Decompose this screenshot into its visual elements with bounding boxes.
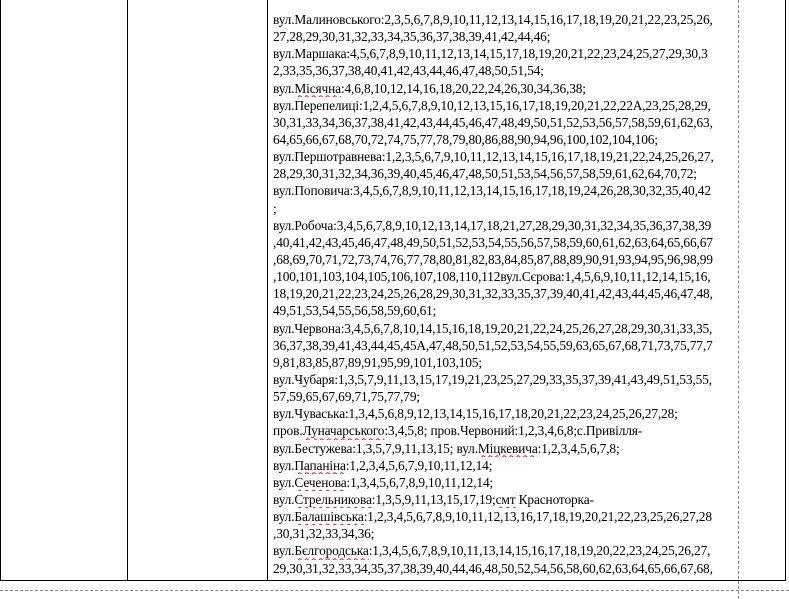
address-list-cell[interactable] bbox=[273, 11, 785, 577]
text-line: 57,59,65,67,69,71,75,77,79; bbox=[273, 389, 420, 405]
text-line: вул.Першотравнева:1,2,3,5,6,7,9,10,11,12,13,14,15,16,17,18,19,21,22,24,25,26,27, bbox=[273, 149, 714, 165]
text-line: вул.Поповича:3,4,5,6,7,8,9,10,11,12,13,14,15,16,17,18,19,24,26,28,30,32,35,40,42 bbox=[273, 183, 711, 199]
text-line: 36,37,38,39,41,43,44,45,45А,47,48,50,51,52,53,54,55,59,63,65,67,68,71,73,75,77,7 bbox=[273, 337, 713, 353]
text-line: вул.Бєлгородська:1,3,4,5,6,7,8,9,10,11,13,14,15,16,17,18,19,20,22,23,24,25,26,27, bbox=[273, 543, 711, 559]
text-line: вул.Папаніна:1,2,3,4,5,6,7,9,10,11,12,14; bbox=[273, 457, 493, 473]
table-bottom-border bbox=[0, 580, 786, 581]
text-line: вул.Сеченова:1,3,4,5,6,7,8,9,10,11,12,14; bbox=[273, 474, 494, 490]
text-line: ,40,41,42,43,45,46,47,48,49,50,51,52,53,54,55,56,57,58,59,60,61,62,63,64,65,66,67 bbox=[273, 234, 713, 250]
table-right-border bbox=[785, 0, 786, 581]
text-line: 18,19,20,21,22,23,24,25,26,28,29,30,31,32,33,35,37,39,40,41,42,43,44,45,46,47,48, bbox=[273, 286, 713, 302]
table-column-divider-1 bbox=[127, 0, 128, 581]
text-line: 2,33,35,36,37,38,40,41,42,43,44,46,47,48,50,51,54; bbox=[273, 63, 544, 79]
text-line: вул.Чубаря:1,3,5,7,9,11,13,15,17,19,21,23,25,27,29,33,35,37,39,41,43,49,51,53,55, bbox=[273, 371, 712, 387]
text-line: вул.Бестужева:1,3,5,7,9,11,13,15; вул.Міцкевича:1,2,3,4,5,6,7,8; bbox=[273, 440, 620, 456]
text-line: вул.Перепелиці:1,2,4,5,6,7,8,9,10,12,13,15,16,17,18,19,20,21,22,22А,23,25,28,29, bbox=[273, 97, 711, 113]
table-left-border bbox=[0, 0, 1, 581]
text-line: ,30,31,32,33,34,36; bbox=[273, 526, 375, 542]
text-line: ,100,101,103,104,105,106,107,108,110,112вул.Сєрова:1,4,5,6,9,10,11,12,14,15,16, bbox=[273, 269, 711, 285]
text-line: 28,29,30,31,32,34,36,39,40,45,46,47,48,50,51,53,54,56,57,58,59,61,62,64,70,72; bbox=[273, 166, 697, 182]
text-line: вул.Стрельникова:1,3,5,9,11,13,15,17,19;смт Красноторка- bbox=[273, 491, 594, 507]
text-line: 64,65,66,67,68,70,72,74,75,77,78,79,80,86,88,90,94,96,100,102,104,106; bbox=[273, 131, 658, 147]
text-line: вул.Балашівська:1,2,3,4,5,6,7,8,9,10,11,12,13,16,17,18,19,20,21,22,23,25,26,27,28 bbox=[273, 509, 712, 525]
text-line: вул.Червона:3,4,5,6,7,8,10,14,15,16,18,19,20,21,22,24,25,26,27,28,29,30,31,33,35, bbox=[273, 320, 713, 336]
text-line: вул.Чуваська:1,3,4,5,6,8,9,12,13,14,15,16,17,18,20,21,22,23,24,25,26,27,28; bbox=[273, 406, 678, 422]
text-line: 49,51,53,54,55,56,58,59,60,61; bbox=[273, 303, 437, 319]
text-line: ,68,69,70,71,72,73,74,76,77,78,80,81,82,83,84,85,87,88,89,90,91,93,94,95,96,98,99 bbox=[273, 251, 713, 267]
text-line: пров.Луначарського:3,4,5,8; пров.Червоний:1,2,3,4,6,8;с.Привілля- bbox=[273, 423, 643, 439]
text-line: 27,28,29,30,31,32,33,34,35,36,37,38,39,41,42,44,46; bbox=[273, 29, 551, 45]
text-line: 9,81,83,85,87,89,91,95,99,101,103,105; bbox=[273, 354, 482, 370]
text-line: вул.Місячна:4,6,8,10,12,14,16,18,20,22,24,26,30,34,36,38; bbox=[273, 80, 586, 96]
text-line: вул.Маршака:4,5,6,7,8,9,10,11,12,13,14,15,17,18,19,20,21,22,23,24,25,27,29,30,3 bbox=[273, 46, 708, 62]
text-line: 29,30,31,32,33,34,35,37,38,39,40,44,46,48,50,52,54,56,58,60,62,63,64,65,66,67,68, bbox=[273, 560, 713, 576]
margin-guide-horizontal bbox=[0, 590, 789, 591]
text-line: 30,31,33,34,36,37,38,41,42,43,44,45,46,47,48,49,50,51,52,53,56,57,58,59,61,62,63, bbox=[273, 114, 713, 130]
text-line: вул.Робоча:3,4,5,6,7,8,9,10,12,13,14,17,18,21,27,28,29,30,31,32,34,35,36,37,38,39 bbox=[273, 217, 712, 233]
table-column-divider-2 bbox=[267, 0, 268, 581]
text-line: ; bbox=[273, 200, 277, 216]
text-line: вул.Малиновського:2,3,5,6,7,8,9,10,11,12,13,14,15,16,17,18,19,20,21,22,23,25,26, bbox=[273, 12, 713, 27]
